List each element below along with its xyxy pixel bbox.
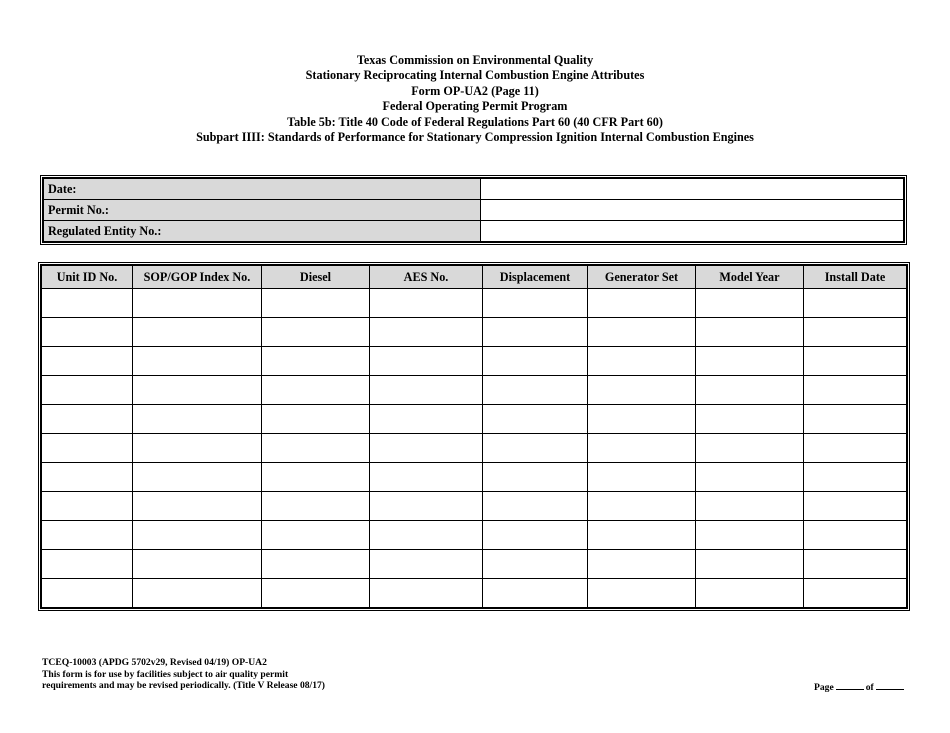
table-row xyxy=(42,405,907,434)
table-cell[interactable] xyxy=(804,376,907,405)
table-cell[interactable] xyxy=(483,347,588,376)
table-cell[interactable] xyxy=(370,521,483,550)
table-row xyxy=(42,579,907,608)
table-cell[interactable] xyxy=(42,318,133,347)
regulated-entity-field[interactable] xyxy=(481,221,904,242)
table-cell[interactable] xyxy=(42,376,133,405)
table-row xyxy=(42,318,907,347)
table-cell[interactable] xyxy=(133,434,262,463)
table-cell[interactable] xyxy=(696,289,804,318)
col-header-diesel: Diesel xyxy=(262,266,370,289)
table-cell[interactable] xyxy=(483,492,588,521)
info-box xyxy=(40,175,907,245)
table-cell[interactable] xyxy=(483,289,588,318)
table-cell[interactable] xyxy=(804,347,907,376)
table-cell[interactable] xyxy=(696,521,804,550)
table-cell[interactable] xyxy=(588,405,696,434)
table-cell[interactable] xyxy=(133,289,262,318)
table-cell[interactable] xyxy=(483,376,588,405)
table-cell[interactable] xyxy=(262,434,370,463)
table-cell[interactable] xyxy=(262,521,370,550)
page-label: Page xyxy=(814,682,834,693)
table-cell[interactable] xyxy=(588,521,696,550)
table-cell[interactable] xyxy=(42,463,133,492)
table-cell[interactable] xyxy=(696,318,804,347)
table-cell[interactable] xyxy=(42,579,133,608)
table-cell[interactable] xyxy=(42,492,133,521)
table-row xyxy=(42,376,907,405)
col-header-aes-no: AES No. xyxy=(370,266,483,289)
table-cell[interactable] xyxy=(42,550,133,579)
of-label: of xyxy=(865,682,874,693)
table-row xyxy=(42,492,907,521)
table-cell[interactable] xyxy=(370,318,483,347)
table-cell[interactable] xyxy=(588,550,696,579)
table-cell[interactable] xyxy=(804,492,907,521)
table-cell[interactable] xyxy=(696,347,804,376)
col-header-generator-set: Generator Set xyxy=(588,266,696,289)
col-header-install-date: Install Date xyxy=(804,266,907,289)
col-header-unit-id: Unit ID No. xyxy=(42,266,133,289)
table-cell[interactable] xyxy=(483,434,588,463)
date-label: Date: xyxy=(44,179,481,200)
table-cell[interactable] xyxy=(696,434,804,463)
table-cell[interactable] xyxy=(804,463,907,492)
table-header-row xyxy=(42,266,907,289)
page-number-field[interactable] xyxy=(836,680,864,690)
form-usage-note-1: This form is for use by facilities subject to air quality permit xyxy=(42,668,289,680)
table-cell[interactable] xyxy=(696,579,804,608)
table-row xyxy=(42,434,907,463)
table-cell[interactable] xyxy=(483,405,588,434)
col-header-sop-gop-index: SOP/GOP Index No. xyxy=(133,266,262,289)
table-cell[interactable] xyxy=(696,463,804,492)
table-cell[interactable] xyxy=(370,347,483,376)
table-cell[interactable] xyxy=(133,579,262,608)
table-cell[interactable] xyxy=(133,376,262,405)
table-cell[interactable] xyxy=(133,492,262,521)
table-cell[interactable] xyxy=(588,289,696,318)
table-cell[interactable] xyxy=(804,405,907,434)
table-cell[interactable] xyxy=(588,434,696,463)
table-cell[interactable] xyxy=(588,347,696,376)
table-cell[interactable] xyxy=(133,463,262,492)
page-total-field[interactable] xyxy=(876,680,904,690)
form-revision: TCEQ-10003 (APDG 5702v29, Revised 04/19) OP-UA2 xyxy=(42,657,267,668)
table-cell[interactable] xyxy=(696,492,804,521)
table-cell[interactable] xyxy=(42,289,133,318)
table-cell[interactable] xyxy=(483,550,588,579)
regulated-entity-label: Regulated Entity No.: xyxy=(44,221,481,242)
form-usage-note-2: requirements and may be revised periodically. (Title V Release 08/17) xyxy=(42,680,326,692)
table-cell[interactable] xyxy=(370,550,483,579)
permit-no-field[interactable] xyxy=(481,200,904,221)
table-cell[interactable] xyxy=(262,405,370,434)
table-cell[interactable] xyxy=(588,579,696,608)
table-cell[interactable] xyxy=(262,550,370,579)
table-cell[interactable] xyxy=(133,347,262,376)
table-row xyxy=(42,521,907,550)
date-field[interactable] xyxy=(481,179,904,200)
table-cell[interactable] xyxy=(804,579,907,608)
table-cell[interactable] xyxy=(133,405,262,434)
table-cell[interactable] xyxy=(133,550,262,579)
col-header-model-year: Model Year xyxy=(696,266,804,289)
table-cell[interactable] xyxy=(588,376,696,405)
table-cell[interactable] xyxy=(42,405,133,434)
table-cell[interactable] xyxy=(804,521,907,550)
table-cell[interactable] xyxy=(370,376,483,405)
table-cell[interactable] xyxy=(370,463,483,492)
table-cell[interactable] xyxy=(133,318,262,347)
agency-title: Texas Commission on Environmental Quality xyxy=(356,53,594,67)
subpart-title: Subpart IIII: Standards of Performance for Stationary Compression Ignition Internal Combustion Engines xyxy=(196,130,754,145)
table-cell[interactable] xyxy=(483,521,588,550)
table-row xyxy=(42,463,907,492)
form-header xyxy=(0,53,950,145)
table-cell[interactable] xyxy=(262,347,370,376)
form-footer xyxy=(42,657,325,692)
table-cell[interactable] xyxy=(804,318,907,347)
table-cell[interactable] xyxy=(262,579,370,608)
permit-no-label: Permit No.: xyxy=(44,200,481,221)
table-cell[interactable] xyxy=(370,434,483,463)
table-cell[interactable] xyxy=(262,492,370,521)
program-name: Federal Operating Permit Program xyxy=(382,99,568,114)
page-number-box xyxy=(814,680,906,693)
table-cell[interactable] xyxy=(483,318,588,347)
table-body xyxy=(42,289,907,608)
engine-table xyxy=(41,265,907,608)
table-cell[interactable] xyxy=(804,289,907,318)
table-cell[interactable] xyxy=(804,434,907,463)
table-cell[interactable] xyxy=(42,521,133,550)
table-cell[interactable] xyxy=(483,579,588,608)
table-cell[interactable] xyxy=(588,318,696,347)
table-cell[interactable] xyxy=(696,405,804,434)
table-cell[interactable] xyxy=(133,521,262,550)
table-cell[interactable] xyxy=(370,579,483,608)
table-cell[interactable] xyxy=(262,376,370,405)
table-cell[interactable] xyxy=(42,347,133,376)
info-table xyxy=(43,178,904,242)
table-cell[interactable] xyxy=(370,289,483,318)
engine-table-box xyxy=(38,262,910,611)
form-number: Form OP-UA2 (Page 11) xyxy=(411,83,539,98)
table-row xyxy=(42,289,907,318)
table-cell[interactable] xyxy=(262,463,370,492)
table-cell[interactable] xyxy=(262,318,370,347)
table-cell[interactable] xyxy=(370,405,483,434)
table-cell[interactable] xyxy=(696,550,804,579)
table-title: Table 5b: Title 40 Code of Federal Regulations Part 60 (40 CFR Part 60) xyxy=(287,114,663,129)
table-cell[interactable] xyxy=(696,376,804,405)
table-row xyxy=(42,550,907,579)
table-cell[interactable] xyxy=(588,463,696,492)
table-cell[interactable] xyxy=(483,463,588,492)
col-header-displacement: Displacement xyxy=(483,266,588,289)
table-cell[interactable] xyxy=(804,550,907,579)
table-row xyxy=(42,347,907,376)
form-subject: Stationary Reciprocating Internal Combustion Engine Attributes xyxy=(305,68,645,83)
table-cell[interactable] xyxy=(262,289,370,318)
table-cell[interactable] xyxy=(588,492,696,521)
table-cell[interactable] xyxy=(42,434,133,463)
table-cell[interactable] xyxy=(370,492,483,521)
